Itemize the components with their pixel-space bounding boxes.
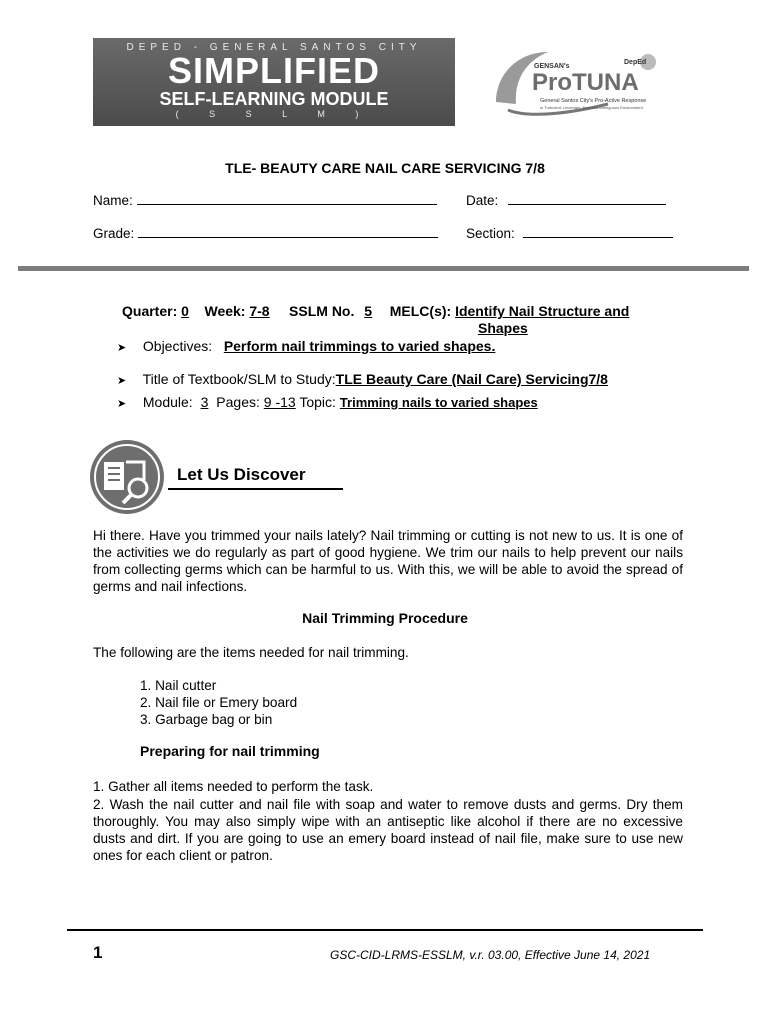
- objectives-label: Objectives:: [142, 338, 213, 354]
- list-item: 3. Garbage bag or bin: [140, 712, 273, 727]
- section-blank[interactable]: [523, 225, 673, 238]
- banner-mid-text: SELF-LEARNING MODULE: [159, 89, 389, 109]
- grade-blank[interactable]: [138, 225, 438, 238]
- intro-paragraph: Hi there. Have you trimmed your nails lately? Nail trimming or cutting is not new to us. It is one of the activities we do regularly as part of good hygiene. We trim our nails to help prevent our nails from collecting germs which can be harmful to us. With this, we will be able to avoid the spread of germs and nail infections.: [93, 528, 683, 594]
- melc-label: MELC(s):: [389, 303, 452, 319]
- banner-big-text: SIMPLIFIED: [167, 50, 380, 91]
- module-row: [117, 394, 538, 410]
- name-field: [93, 192, 437, 208]
- name-blank[interactable]: [137, 192, 437, 205]
- document-title: TLE- BEAUTY CARE NAIL CARE SERVICING 7/8: [225, 160, 545, 176]
- quarter-label: Quarter:: [122, 303, 178, 319]
- textbook-label: Title of Textbook/SLM to Study:: [142, 371, 336, 387]
- section-divider: [18, 266, 749, 271]
- grade-label: Grade:: [93, 226, 135, 241]
- date-label: Date:: [466, 193, 499, 208]
- preparing-heading: Preparing for nail trimming: [140, 743, 320, 759]
- book-magnifier-icon: [88, 438, 166, 516]
- step-2: 2. Wash the nail cutter and nail file with soap and water to remove dusts and germs. Dry them thoroughly. You may also simply wipe with an antiseptic like alcohol if there are no excessive dusts and dirt. If you are going to use an emery board instead of nail file, make sure to use new ones for each client or patron.: [93, 797, 683, 863]
- logo-name-text: ProTUNA: [532, 69, 639, 96]
- bullet-arrow-icon: ➤: [117, 342, 127, 354]
- bullet-arrow-icon: ➤: [117, 375, 127, 387]
- logo-deped-text: DepEd: [624, 59, 647, 66]
- protuna-logo: [488, 44, 678, 124]
- discover-underline: [168, 488, 343, 490]
- quarter-value: 0: [181, 303, 189, 319]
- week-label: Week:: [204, 303, 246, 319]
- module-label: Module:: [142, 394, 193, 410]
- let-us-discover-title: Let Us Discover: [177, 465, 306, 484]
- textbook-value: TLE Beauty Care (Nail Care) Servicing7/8: [335, 371, 608, 387]
- sslm-banner: [93, 38, 455, 126]
- topic-label: Topic:: [299, 394, 336, 410]
- date-blank[interactable]: [508, 192, 666, 205]
- logo-subline-text: in Turbulent, Uncertain, New and Ambiguous Environment: [540, 105, 643, 110]
- melc-value-2: Shapes: [478, 320, 528, 336]
- footer-rule: [67, 929, 703, 931]
- meta-row: [122, 303, 629, 319]
- grade-field: [93, 225, 438, 241]
- date-field: [466, 192, 666, 208]
- textbook-row: [117, 371, 608, 387]
- bullet-arrow-icon: ➤: [117, 398, 127, 410]
- week-value: 7-8: [249, 303, 270, 319]
- objectives-value: Perform nail trimmings to varied shapes.: [223, 338, 496, 354]
- logo-tagline-text: General Santos City's Pro-Active Response: [540, 98, 647, 104]
- list-item: 2. Nail file or Emery board: [140, 695, 298, 710]
- section-label: Section:: [466, 226, 515, 241]
- topic-value: Trimming nails to varied shapes: [339, 395, 538, 410]
- melc-value-1: Identify Nail Structure and: [455, 303, 630, 319]
- module-value: 3: [200, 394, 209, 410]
- objectives-row: [117, 338, 495, 354]
- banner-top-text: DEPED - GENERAL SANTOS CITY: [126, 42, 422, 53]
- step-1: 1. Gather all items needed to perform the task.: [93, 779, 374, 794]
- footer-code: GSC-CID-LRMS-ESSLM, v.r. 03.00, Effective June 14, 2021: [330, 948, 651, 962]
- page-number: 1: [93, 943, 103, 962]
- items-list: [140, 677, 297, 728]
- pages-label: Pages:: [216, 394, 260, 410]
- sslm-label: SSLM No.: [289, 303, 355, 319]
- pages-value: 9 -13: [263, 394, 296, 410]
- sslm-value: 5: [364, 303, 373, 319]
- procedure-heading: Nail Trimming Procedure: [302, 610, 468, 626]
- banner-small-text: ( S S L M ): [175, 109, 373, 119]
- logo-gensan-text: GENSAN's: [534, 63, 570, 70]
- section-field: [466, 225, 673, 241]
- name-label: Name:: [93, 193, 133, 208]
- items-intro: The following are the items needed for nail trimming.: [93, 645, 409, 660]
- list-item: 1. Nail cutter: [140, 678, 217, 693]
